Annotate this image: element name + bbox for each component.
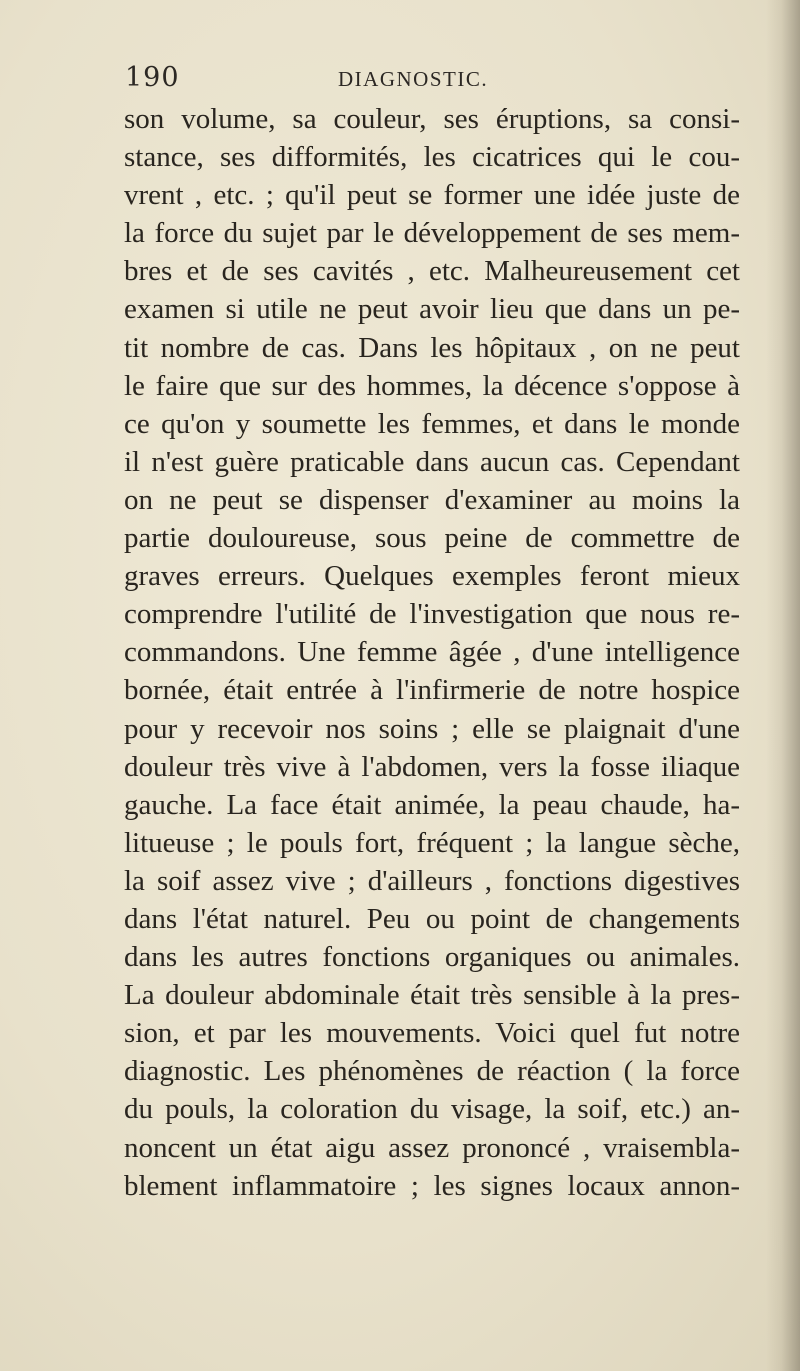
text-line: stance, ses difformités, les cicatrices qui le cou-	[124, 141, 740, 174]
text-line: gauche. La face était animée, la peau chaude, ha-	[124, 788, 740, 821]
text-line: du pouls, la coloration du visage, la soif, etc.) an-	[124, 1093, 740, 1126]
text-line: bornée, était entrée à l'infirmerie de notre hospice	[124, 674, 740, 707]
text-line: on ne peut se dispenser d'examiner au moins la	[124, 483, 740, 516]
text-line: blement inflammatoire ; les signes locaux annon-	[124, 1169, 740, 1202]
text-line: son volume, sa couleur, ses éruptions, sa consi-	[124, 103, 740, 135]
text-line: litueuse ; le pouls fort, fréquent ; la langue sèche,	[124, 826, 740, 859]
page-edge-shadow	[766, 0, 800, 1371]
text-line: il n'est guère praticable dans aucun cas. Cependant	[124, 445, 740, 478]
page-header	[125, 58, 725, 98]
text-line: tit nombre de cas. Dans les hôpitaux , on ne peut	[124, 331, 740, 364]
text-line: dans l'état naturel. Peu ou point de changements	[124, 902, 740, 935]
text-line: sion, et par les mouvements. Voici quel fut notre	[124, 1017, 740, 1050]
text-line: partie douloureuse, sous peine de commettre de	[124, 522, 740, 555]
text-line: la soif assez vive ; d'ailleurs , fonctions digestives	[124, 864, 740, 897]
text-line: la force du sujet par le développement de ses mem-	[124, 217, 740, 250]
text-line: La douleur abdominale était très sensible à la pres-	[124, 979, 740, 1012]
text-line: comprendre l'utilité de l'investigation que nous re-	[124, 598, 740, 631]
text-line: pour y recevoir nos soins ; elle se plaignait d'une	[124, 712, 740, 745]
text-line: examen si utile ne peut avoir lieu que dans un pe-	[124, 293, 740, 326]
text-line: le faire que sur des hommes, la décence s'oppose à	[124, 369, 740, 402]
text-line: bres et de ses cavités , etc. Malheureusement cet	[124, 255, 740, 288]
text-line: noncent un état aigu assez prononcé , vraisembla-	[124, 1131, 740, 1164]
text-line: commandons. Une femme âgée , d'une intelligence	[124, 636, 740, 669]
text-line: graves erreurs. Quelques exemples feront mieux	[124, 560, 740, 593]
running-head: DIAGNOSTIC.	[338, 67, 489, 91]
text-line: ce qu'on y soumette les femmes, et dans le monde	[124, 407, 740, 440]
page-number: 190	[125, 62, 180, 93]
text-line: vrent , etc. ; qu'il peut se former une idée juste de	[124, 179, 740, 212]
text-line: diagnostic. Les phénomènes de réaction ( la force	[124, 1055, 740, 1088]
text-line: dans les autres fonctions organiques ou animales.	[124, 941, 740, 974]
text-line: douleur très vive à l'abdomen, vers la fosse iliaque	[124, 750, 740, 783]
body-text	[124, 100, 740, 1205]
